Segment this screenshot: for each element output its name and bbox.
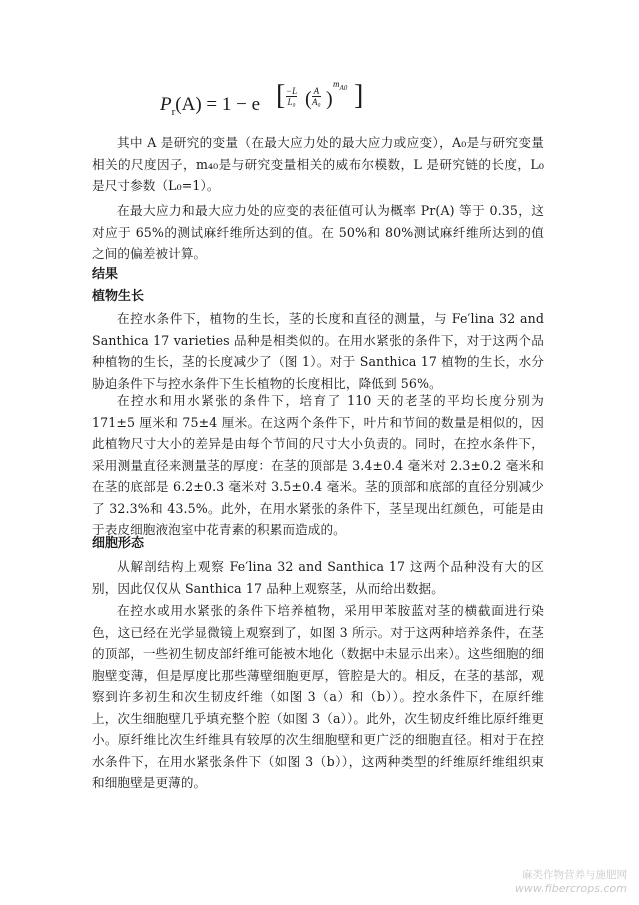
formula-lhs — [160, 94, 260, 118]
formula-right-paren: ) — [326, 88, 333, 110]
formula-right-bracket: ] — [354, 80, 364, 111]
formula-inner-den: A₀ — [312, 97, 321, 107]
growth-paragraph-2: 在控水和用水紧张的条件下，培育了 110 天的老茎的平均长度分别为 171±5 厘米和 75±4 厘米。在这两个条件下，叶片和节间的数量是相似的，因此植物尺寸大小的差异是由每个节间的尺寸大小负责的。同时，在控水条件下，采用测量直径来测量茎的厚度：在茎的顶部是 3.4±0.4 毫米对 2.3±0.2 毫米和在茎的底部是 6.2±0.3 毫米对 3.5±0.4 毫米。茎的顶部和底部的直径分别减少了 32.3%和 43.5%。此外，在用水紧张的条件下，茎呈现出红颜色，可能是由于表皮细胞液泡室中花青素的积累而造成的。 — [92, 393, 544, 537]
formula-power: $m_{A0}$ — [333, 79, 348, 92]
site-watermark — [515, 869, 627, 895]
morphology-paragraph-1: 从解剖结构上观察 Fe′lina 32 and Santhica 17 这两个品种没有大的区别，因此仅仅从 Santhica 17 品种上观察茎，从而给出数据。 — [92, 559, 544, 596]
characterization-paragraph: 在最大应力和最大应力处的应变的表征值可认为概率 Pr(A) 等于 0.35，这对应于 65%的测试麻纤维所达到的值。在 50%和 80%测试麻纤维所达到的值之间的偏差被计算。 — [92, 203, 544, 261]
weibull-formula — [160, 79, 364, 120]
plant-growth-heading: 植物生长 — [92, 289, 145, 304]
formula-explanation: 其中 A 是研究的变量（在最大应力处的最大应力或应变），A₀是与研究变量相关的尺度因子，m₄₀是与研究变量相关的威布尔模数，L 是研究链的长度，L₀是尺寸参数（L₀=1）。 — [92, 135, 544, 193]
morphology-paragraph-2: 在控水或用水紧张的条件下培养植物，采用甲苯胺蓝对茎的横截面进行染色，这已经在光学显微镜上观察到了，如图 3 所示。对于这两种培养条件，在茎的顶部，一些初生韧皮部纤维可能被木地化（数据中未显示出来）。这些细胞的细胞壁变薄，但是厚度比那些薄壁细胞更厚，管腔是大的。相反，在茎的基部，观察到许多初生和次生韧皮纤维（如图 3（a）和（b））。控水条件下，在原纤维上，次生细胞壁几乎填充整个腔（如图 3（a））。此外，次生韧皮纤维比原纤维更小。原纤维比次生纤维具有较厚的次生细胞壁和更广泛的细胞直径。相对于在控水条件下，在用水紧张条件下（如图 3（b）），这两种类型的纤维原纤维组织束和细胞壁是更薄的。 — [92, 603, 544, 790]
formula-left-paren: ( — [305, 88, 312, 110]
results-heading: 结果 — [92, 267, 119, 282]
formula-p-sub: r — [171, 105, 176, 118]
formula-inner-num: A — [313, 86, 320, 96]
cell-morphology-heading: 细胞形态 — [92, 536, 145, 551]
watermark-url: www.fibercrops.com — [514, 882, 627, 895]
formula-frac-inner — [312, 86, 321, 107]
watermark-title: 麻类作物营养与施肥网 — [522, 869, 627, 881]
formula-rhs: (A) = 1 − e — [175, 94, 261, 115]
formula-frac-den: L₀ — [287, 97, 296, 107]
formula-p: P — [160, 94, 172, 115]
formula-frac-outer — [286, 86, 297, 107]
formula-left-bracket: [ — [276, 80, 286, 111]
growth-paragraph-1: 在控水条件下，植物的生长，茎的长度和直径的测量，与 Fe′lina 32 and Santhica 17 varieties 品种是相类似的。在用水紧张的条件下，对于这两个品种植物的生长，茎的长度减少了（图 1）。对于 Santhica 17 植物的生长，水分胁迫条件下与控水条件下生长植物的长度相比，降低到 56%。 — [92, 311, 544, 391]
formula-frac-num: −L — [286, 86, 298, 96]
